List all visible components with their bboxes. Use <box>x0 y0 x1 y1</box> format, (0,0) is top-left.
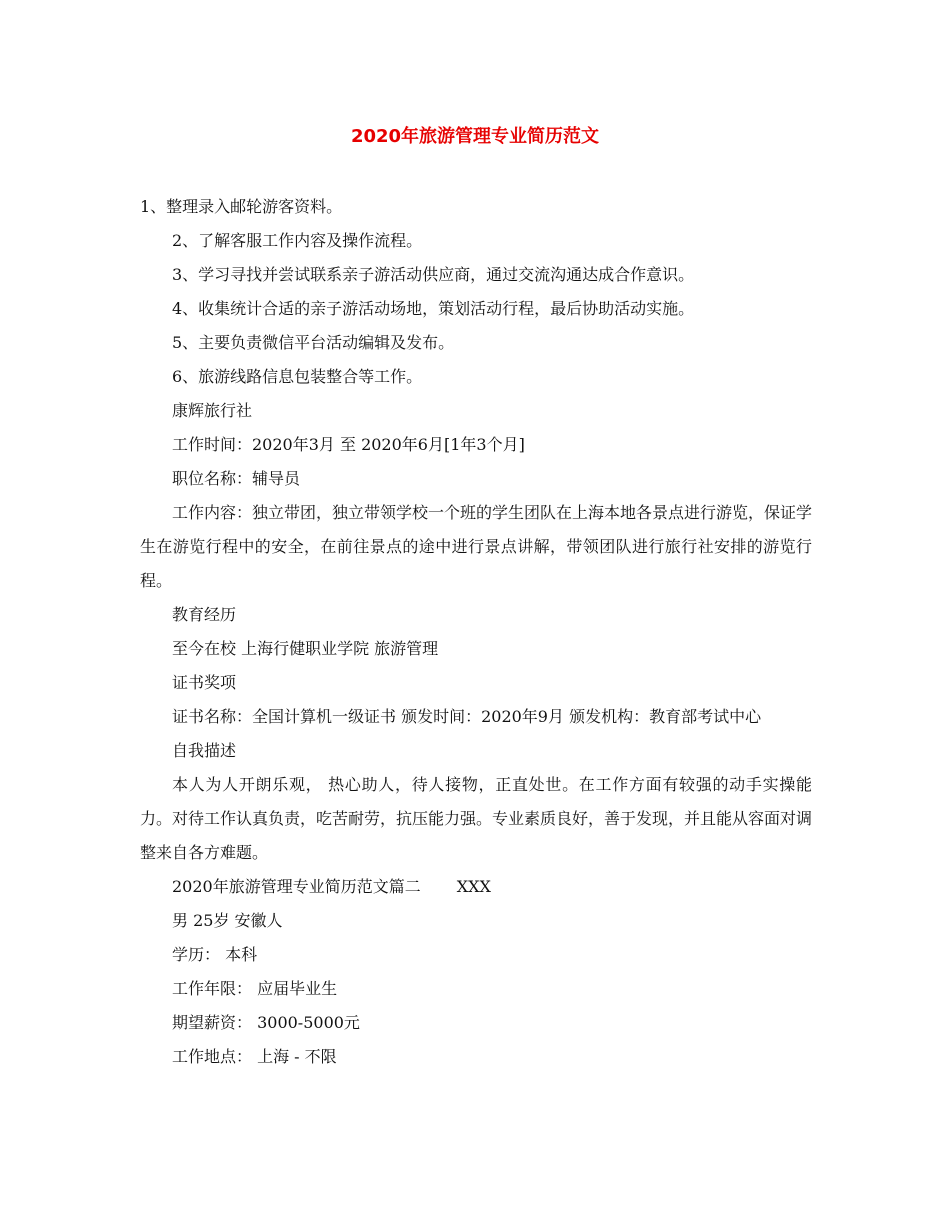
education-detail: 至今在校 上海行健职业学院 旅游管理 <box>172 639 439 658</box>
profile-location: 工作地点： 上海 - 不限 <box>172 1047 337 1066</box>
paragraph-4: 4、收集统计合适的亲子游活动场地，策划活动行程，最后协助活动实施。 <box>172 299 695 318</box>
document-title: 2020年旅游管理专业简历范文 <box>350 126 600 147</box>
self-description: 本人为人开朗乐观， 热心助人，待人接物，正直处世。在工作方面有较强的动手实操能力。对待工作认真负责，吃苦耐劳，抗压能力强。专业素质良好，善于发现，并且能从容面对调整来自各方难题。 <box>140 775 813 862</box>
work-content: 工作内容：独立带团，独立带领学校一个班的学生团队在上海本地各景点进行游览，保证学生在游览行程中的安全，在前往景点的途中进行景点讲解，带领团队进行旅行社安排的游览行程。 <box>140 503 813 590</box>
profile-education: 学历： 本科 <box>172 945 258 964</box>
part2-heading: 2020年旅游管理专业简历范文篇二 <box>172 877 421 896</box>
paragraph-6: 6、旅游线路信息包装整合等工作。 <box>172 367 423 386</box>
paragraph-3: 3、学习寻找并尝试联系亲子游活动供应商，通过交流沟通达成合作意识。 <box>172 265 695 284</box>
paragraph-2: 2、了解客服工作内容及操作流程。 <box>172 231 423 250</box>
profile-salary: 期望薪资： 3000-5000元 <box>172 1013 360 1032</box>
paragraph-1: 1、整理录入邮轮游客资料。 <box>140 197 343 216</box>
certificate-detail: 证书名称：全国计算机一级证书 颁发时间：2020年9月 颁发机构：教育部考试中心 <box>172 707 762 726</box>
document-body <box>140 190 812 1074</box>
position-title: 职位名称：辅导员 <box>172 469 301 488</box>
paragraph-5: 5、主要负责微信平台活动编辑及发布。 <box>172 333 455 352</box>
education-heading: 教育经历 <box>172 605 237 624</box>
work-period: 工作时间：2020年3月 至 2020年6月[1年3个月] <box>172 435 525 454</box>
profile-experience: 工作年限： 应届毕业生 <box>172 979 338 998</box>
company-name: 康辉旅行社 <box>172 401 253 420</box>
certificates-heading: 证书奖项 <box>172 673 237 692</box>
self-description-heading: 自我描述 <box>172 741 237 760</box>
part2-heading-line <box>140 870 812 904</box>
part2-name: XXX <box>456 877 491 896</box>
profile-basic: 男 25岁 安徽人 <box>172 911 283 930</box>
